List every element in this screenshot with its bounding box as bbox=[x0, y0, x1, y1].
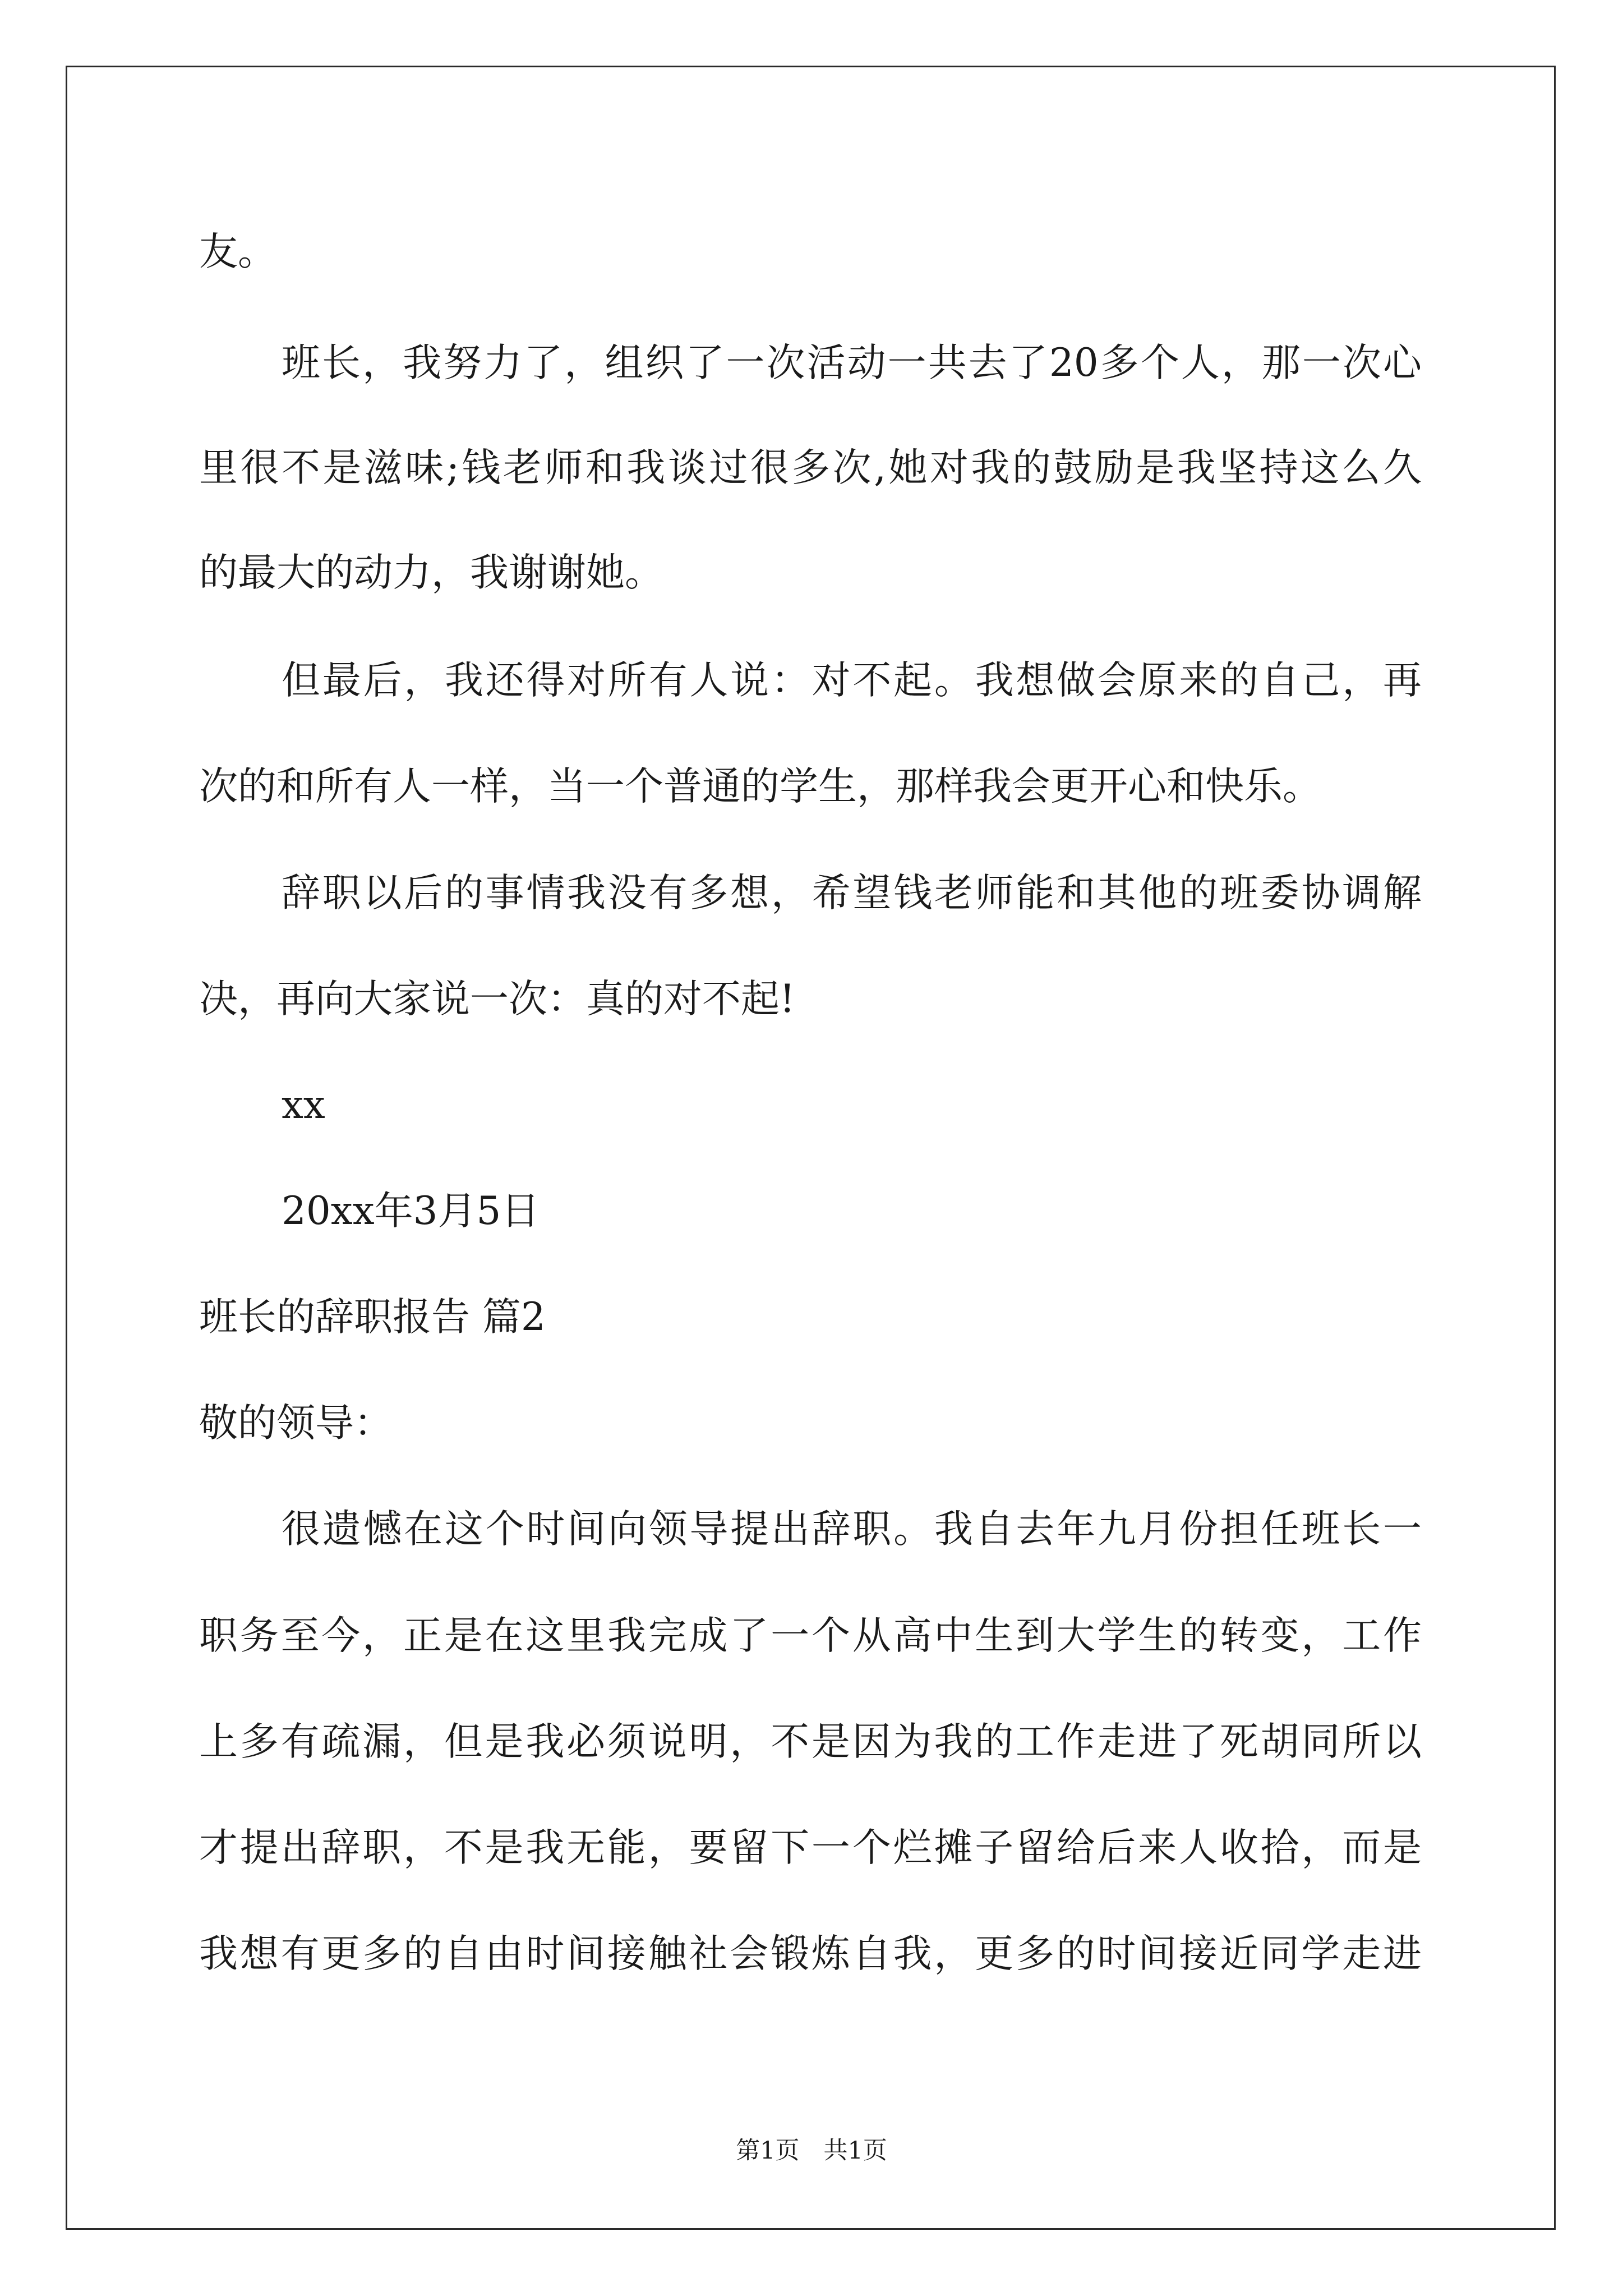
section-heading: 班长的辞职报告 篇2 bbox=[199, 1295, 546, 1340]
text-line: 很遗憾在这个时间向领导提出辞职。我自去年九月份担任班长一 bbox=[282, 1507, 1422, 1552]
text-line: 次的和所有人一样，当一个普通的学生，那样我会更开心和快乐。 bbox=[199, 764, 1321, 809]
text-line: 我想有更多的自由时间接触社会锻炼自我，更多的时间接近同学走进 bbox=[199, 1931, 1422, 1976]
text-line: 的最大的动力，我谢谢她。 bbox=[199, 550, 663, 595]
text-line: 才提出辞职，不是我无能，要留下一个烂摊子留给后来人收拾，而是 bbox=[199, 1825, 1422, 1870]
page-border bbox=[66, 66, 1556, 2230]
text-line: 上多有疏漏，但是我必须说明，不是因为我的工作走进了死胡同所以 bbox=[199, 1719, 1422, 1764]
page-footer: 第1页 共1页 bbox=[736, 2137, 887, 2165]
text-line: 友。 bbox=[199, 229, 276, 274]
text-line: 辞职以后的事情我没有多想，希望钱老师能和其他的班委协调解 bbox=[282, 871, 1422, 915]
text-line: 职务至今，正是在这里我完成了一个从高中生到大学生的转变，工作 bbox=[199, 1613, 1422, 1658]
signature-text: xx bbox=[282, 1083, 325, 1128]
text-line: 决，再向大家说一次：真的对不起! bbox=[199, 977, 795, 1022]
text-line: 班长，我努力了，组织了一次活动一共去了20多个人，那一次心 bbox=[282, 341, 1422, 385]
date-text: 20xx年3月5日 bbox=[282, 1189, 540, 1234]
salutation-text: 敬的领导： bbox=[199, 1401, 393, 1446]
text-line: 但最后，我还得对所有人说：对不起。我想做会原来的自己，再 bbox=[282, 658, 1422, 703]
text-line: 里很不是滋味;钱老师和我谈过很多次,她对我的鼓励是我坚持这么久 bbox=[199, 445, 1422, 490]
